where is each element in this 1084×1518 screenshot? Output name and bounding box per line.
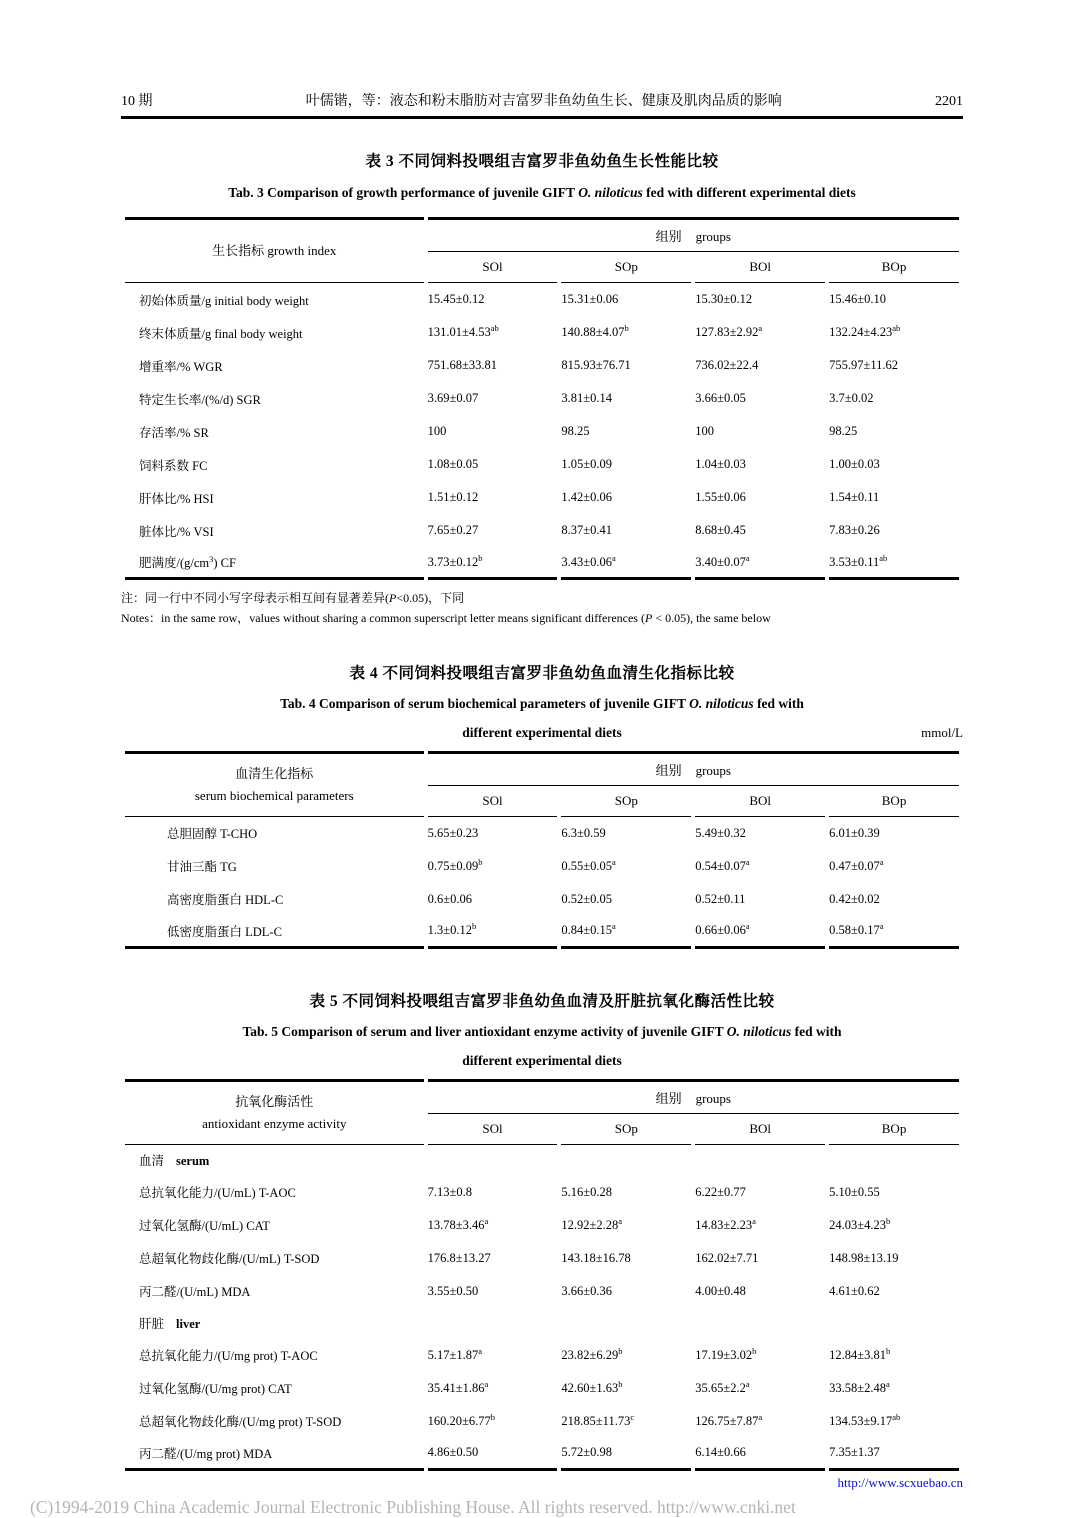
table5-title-zh: 表 5 不同饲料投喂组吉富罗非鱼幼鱼血清及肝脏抗氧化酶活性比较 (309, 992, 775, 1010)
column-header-sol: SOl (428, 252, 558, 283)
table-row (125, 514, 959, 547)
column-header-bol: BOl (695, 1114, 825, 1145)
cell-value: 131.01±4.53$^{ab}$ (427, 322, 499, 339)
page-number: 2201 (935, 94, 963, 109)
cell-value: 4.00±0.48 (695, 1283, 746, 1298)
section-label: 血清 serum (139, 1154, 210, 1169)
cell-value: 100 (695, 424, 715, 438)
cell-value: 0.84±0.15$^a$ (561, 916, 691, 949)
cell-value: 0.58±0.17$^a$ (829, 916, 959, 949)
cell-value: 3.73±0.12$^b$ (428, 547, 558, 580)
table-row (125, 547, 959, 580)
table-row (125, 1275, 959, 1308)
issue-number: 10 期 (121, 94, 153, 109)
table-row (125, 1438, 959, 1471)
journal-website-link[interactable]: http://www.scxuebao.cn (837, 1474, 963, 1490)
page-body (121, 0, 963, 1471)
row-label: 低密度脂蛋白 LDL-C (125, 916, 424, 949)
cell-value: 8.37±0.41 (561, 523, 613, 537)
row-label: 甘油三酯 TG (167, 860, 237, 875)
stub-header: 抗氧化酶活性 antioxidant enzyme activity (125, 1079, 424, 1145)
row-label: 总抗氧化能力/(U/mg prot) T-AOC (139, 1349, 318, 1364)
cell-value: 98.25 (829, 424, 858, 438)
table-row (125, 850, 959, 883)
table4-title-en-line1: Tab. 4 Comparison of serum biochemical parameters of juvenile GIFT O. niloticus fed with (280, 695, 804, 711)
cell-value: 0.52±0.05 (561, 891, 613, 906)
table-row (125, 916, 959, 949)
table5-title-en-line1: Tab. 5 Comparison of serum and liver antioxidant enzyme activity of juvenile GIFT O. niloticus fed with (242, 1023, 842, 1039)
cell-value: 0.55±0.05$^a$ (561, 856, 616, 873)
table5-title-en-line2-wrap (121, 1053, 963, 1069)
row-label: 总抗氧化能力/(U/mL) T-AOC (139, 1186, 296, 1201)
cell-value: 33.58±2.48$^a$ (829, 1378, 890, 1395)
cell-value: 1.42±0.06 (561, 490, 613, 504)
running-header (121, 90, 963, 110)
cell-value: 7.83±0.26 (829, 523, 880, 537)
row-label: 高密度脂蛋白 HDL-C (167, 893, 284, 908)
table-row (125, 1209, 959, 1242)
cell-value: 6.01±0.39 (829, 825, 880, 840)
cell-value: 1.3±0.12$^b$ (428, 916, 558, 949)
row-label: 总超氧化物歧化酶/(U/mg prot) T-SOD (139, 1415, 342, 1430)
cell-value: 6.14±0.66 (695, 1438, 825, 1471)
cell-value: 5.65±0.23 (427, 825, 479, 840)
row-label: 丙二醛/(U/mL) MDA (139, 1285, 251, 1300)
table-row (125, 349, 959, 382)
cell-value: 751.68±33.81 (427, 358, 497, 372)
table-row (125, 1372, 959, 1405)
cell-value: 1.00±0.03 (829, 457, 880, 471)
table-row (125, 316, 959, 349)
cell-value: 24.03±4.23$^b$ (829, 1215, 891, 1232)
row-label: 肝体比/% HSI (139, 491, 214, 506)
cell-value: 98.25 (561, 424, 590, 438)
table-row (125, 382, 959, 415)
cell-value: 0.75±0.09$^b$ (427, 856, 483, 873)
group-header: 组别 groups (428, 1079, 959, 1114)
cell-value: 12.84±3.81$^b$ (829, 1345, 891, 1362)
note-en: Notes：in the same row，values without sharing a common superscript letter means significant differences (P < 0.05), the same below (121, 610, 771, 625)
cell-value: 143.18±16.78 (561, 1250, 631, 1265)
table4-section (121, 661, 963, 949)
cell-value: 0.66±0.06$^a$ (695, 916, 825, 949)
table-row (125, 1405, 959, 1438)
table-row (125, 1339, 959, 1372)
row-label: 总超氧化物歧化酶/(U/mL) T-SOD (139, 1252, 320, 1267)
table3-title-zh: 表 3 不同饲料投喂组吉富罗非鱼幼鱼生长性能比较 (365, 153, 719, 170)
running-title: 叶儒锴，等：液态和粉末脂肪对吉富罗非鱼幼鱼生长、健康及肌肉品质的影响 (305, 94, 782, 109)
column-header-bop: BOp (829, 1114, 959, 1145)
cell-value: 3.55±0.50 (427, 1283, 479, 1298)
cell-value: 4.86±0.50 (428, 1438, 558, 1471)
cell-value: 3.40±0.07$^a$ (695, 547, 825, 580)
cell-value: 100 (427, 424, 447, 438)
cell-value: 127.83±2.92$^a$ (695, 322, 763, 339)
cell-value: 3.53±0.11$^{ab}$ (829, 547, 959, 580)
cell-value: 755.97±11.62 (829, 358, 899, 372)
cell-value: 13.78±3.46$^a$ (427, 1215, 489, 1232)
cell-value: 176.8±13.27 (427, 1250, 491, 1265)
table-row (125, 883, 959, 916)
column-header-sol: SOl (428, 1114, 558, 1145)
table4-title-en-line2-wrap (121, 725, 963, 741)
cell-value: 148.98±13.19 (829, 1250, 899, 1265)
antioxidant-enzyme-table (121, 1079, 963, 1471)
unit-label: mmol/L (921, 724, 963, 740)
section-row (125, 1145, 959, 1176)
copyright-watermark: (C)1994-2019 China Academic Journal Electronic Publishing House. All rights reserved. http://www.cnki.net (30, 1496, 796, 1517)
cell-value: 218.85±11.73$^c$ (561, 1411, 635, 1428)
row-label: 存活率/% SR (139, 425, 209, 440)
table-row (125, 283, 959, 316)
stub-header: 生长指标 growth index (125, 217, 424, 283)
table4-title-zh: 表 4 不同饲料投喂组吉富罗非鱼幼鱼血清生化指标比较 (349, 664, 735, 682)
header-rule (121, 116, 963, 119)
row-label: 丙二醛/(U/mg prot) MDA (125, 1438, 424, 1471)
cell-value: 6.22±0.77 (695, 1184, 746, 1199)
column-header-sop: SOp (561, 786, 691, 817)
table-row (125, 1176, 959, 1209)
row-label: 饲料系数 FC (139, 458, 208, 473)
cell-value: 1.04±0.03 (695, 457, 746, 471)
cell-value: 5.49±0.32 (695, 825, 746, 840)
table3-notes (121, 589, 963, 629)
cell-value: 3.66±0.36 (561, 1283, 613, 1298)
cell-value: 0.6±0.06 (427, 891, 472, 906)
row-label: 过氧化氢酶/(U/mL) CAT (139, 1219, 270, 1234)
cell-value: 8.68±0.45 (695, 523, 746, 537)
row-label: 总胆固醇 T-CHO (167, 827, 258, 842)
row-label: 特定生长率/(%/d) SGR (139, 392, 261, 407)
cell-value: 5.10±0.55 (829, 1184, 880, 1199)
table-row (125, 1242, 959, 1275)
row-label: 脏体比/% VSI (139, 524, 214, 539)
table3-section (121, 149, 963, 629)
column-header-sol: SOl (428, 786, 558, 817)
cell-value: 3.43±0.06$^a$ (561, 547, 691, 580)
table4-title-en-line2: different experimental diets (462, 724, 622, 740)
cell-value: 35.65±2.2$^a$ (695, 1378, 750, 1395)
cell-value: 140.88±4.07$^b$ (561, 322, 629, 339)
column-header-sop: SOp (561, 1114, 691, 1145)
cell-value: 35.41±1.86$^a$ (427, 1378, 489, 1395)
growth-performance-table (121, 217, 963, 580)
table-row (125, 817, 959, 850)
cell-value: 5.72±0.98 (561, 1438, 691, 1471)
cell-value: 7.13±0.8 (427, 1184, 472, 1199)
cell-value: 3.69±0.07 (427, 391, 479, 405)
column-header-bol: BOl (695, 252, 825, 283)
cell-value: 1.08±0.05 (427, 457, 479, 471)
section-label: 肝脏 liver (139, 1317, 201, 1332)
cell-value: 1.55±0.06 (695, 490, 746, 504)
column-header-bop: BOp (829, 252, 959, 283)
row-label: 初始体质量/g initial body weight (139, 293, 309, 308)
cell-value: 1.05±0.09 (561, 457, 613, 471)
table5-section (121, 989, 963, 1471)
cell-value: 15.30±0.12 (695, 292, 753, 306)
column-header-bop: BOp (829, 786, 959, 817)
cell-value: 0.54±0.07$^a$ (695, 856, 750, 873)
table5-title-en-line2: different experimental diets (462, 1052, 622, 1068)
group-header: 组别 groups (428, 751, 959, 786)
stub-header: 血清生化指标 serum biochemical parameters (125, 751, 424, 817)
cell-value: 4.61±0.62 (829, 1283, 880, 1298)
cell-value: 3.66±0.05 (695, 391, 746, 405)
row-label: 过氧化氢酶/(U/mg prot) CAT (139, 1382, 292, 1397)
cell-value: 736.02±22.4 (695, 358, 759, 372)
table-row (125, 415, 959, 448)
note-zh: 注：同一行中不同小写字母表示相互间有显著差异(P<0.05)，下同 (121, 591, 465, 605)
column-header-bol: BOl (695, 786, 825, 817)
cell-value: 15.46±0.10 (829, 292, 886, 306)
serum-biochemical-table (121, 751, 963, 949)
cell-value: 3.7±0.02 (829, 391, 874, 405)
cell-value: 7.35±1.37 (829, 1438, 959, 1471)
cell-value: 0.52±0.11 (695, 891, 746, 906)
table-row (125, 481, 959, 514)
row-label: 增重率/% WGR (139, 359, 223, 374)
cell-value: 6.3±0.59 (561, 825, 606, 840)
cell-value: 15.45±0.12 (427, 292, 485, 306)
cell-value: 1.51±0.12 (427, 490, 479, 504)
section-row (125, 1308, 959, 1339)
cell-value: 126.75±7.87$^a$ (695, 1411, 763, 1428)
group-header: 组别 groups (428, 217, 959, 252)
cell-value: 3.81±0.14 (561, 391, 613, 405)
cell-value: 1.54±0.11 (829, 490, 880, 504)
cell-value: 160.20±6.77$^b$ (427, 1411, 495, 1428)
cell-value: 42.60±1.63$^b$ (561, 1378, 623, 1395)
cell-value: 14.83±2.23$^a$ (695, 1215, 756, 1232)
cell-value: 5.16±0.28 (561, 1184, 613, 1199)
table3-title-en: Tab. 3 Comparison of growth performance of juvenile GIFT O. niloticus fed with different experimental diets (228, 185, 856, 200)
cell-value: 132.24±4.23$^{ab}$ (829, 322, 901, 339)
column-header-sop: SOp (561, 252, 691, 283)
row-label: 肥满度$/(g/cm^3)$ CF (125, 547, 424, 580)
cell-value: 0.47±0.07$^a$ (829, 856, 884, 873)
cell-value: 0.42±0.02 (829, 891, 880, 906)
cell-value: 23.82±6.29$^b$ (561, 1345, 623, 1362)
cell-value: 17.19±3.02$^b$ (695, 1345, 757, 1362)
cell-value: 15.31±0.06 (561, 292, 619, 306)
cell-value: 815.93±76.71 (561, 358, 631, 372)
cell-value: 162.02±7.71 (695, 1250, 759, 1265)
table-row (125, 448, 959, 481)
cell-value: 7.65±0.27 (427, 523, 479, 537)
cell-value: 12.92±2.28$^a$ (561, 1215, 623, 1232)
cell-value: 5.17±1.87$^a$ (427, 1345, 482, 1362)
cell-value: 134.53±9.17$^{ab}$ (829, 1411, 901, 1428)
row-label: 终末体质量/g final body weight (139, 326, 303, 341)
